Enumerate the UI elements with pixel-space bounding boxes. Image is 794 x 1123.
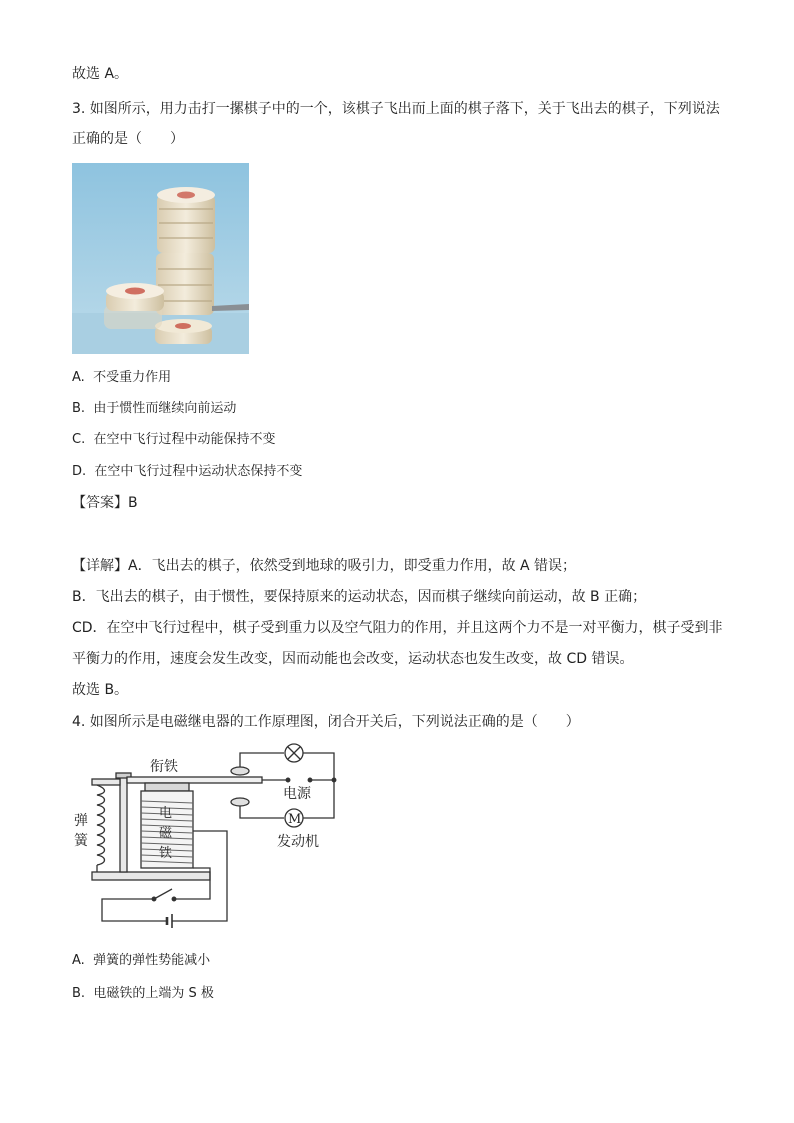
- q3-conclusion: 故选 B。: [72, 682, 129, 698]
- q3-detail-line4: 平衡力的作用，速度会发生改变，因而动能也会改变，运动状态也发生改变，故 CD 错误。: [72, 651, 634, 667]
- flying-chess-piece: [104, 283, 164, 329]
- spring-label-2: 簧: [74, 833, 88, 849]
- q3-option-d: D. 在空中飞行过程中运动状态保持不变: [72, 464, 303, 479]
- electromagnet-label-1: 电: [159, 806, 173, 821]
- armature: [127, 777, 262, 783]
- power-label: 电源: [283, 786, 311, 802]
- q3-detail-line3: CD．在空中飞行过程中，棋子受到重力以及空气阻力的作用，并且这两个力不是一对平衡力，棋子受到非: [72, 620, 723, 636]
- relay-post: [120, 775, 127, 872]
- q4-option-b: B. 电磁铁的上端为 S 极: [72, 986, 214, 1001]
- electromagnet-label-3: 铁: [159, 846, 173, 861]
- q3-detail-line1: 【详解】A．飞出去的棋子，依然受到地球的吸引力，即受重力作用，故 A 错误；: [72, 558, 577, 574]
- electromagnet-label-2: 磁: [159, 826, 173, 841]
- q3-stem-line1: 3. 如图所示，用力击打一摞棋子中的一个，该棋子飞出而上面的棋子落下，关于飞出去的棋子，下列说法: [72, 101, 720, 117]
- q3-option-b: B. 由于惯性而继续向前运动: [72, 401, 237, 416]
- q4-option-a: A. 弹簧的弹性势能减小: [72, 953, 211, 968]
- q3-option-c: C. 在空中飞行过程中动能保持不变: [72, 432, 276, 447]
- q3-option-a: A. 不受重力作用: [72, 370, 172, 385]
- q3-stem-line2: 正确的是（ ）: [72, 131, 184, 147]
- relay-base: [92, 872, 210, 880]
- q4-stem: 4. 如图所示是电磁继电器的工作原理图，闭合开关后，下列说法正确的是（ ）: [72, 714, 580, 730]
- q3-answer: 【答案】B: [72, 495, 138, 511]
- spring: [97, 785, 105, 865]
- armature-label: 衔铁: [150, 759, 178, 775]
- previous-answer-conclusion: 故选 A。: [72, 66, 129, 82]
- spring-label-1: 弹: [74, 813, 88, 829]
- motor-label: 发动机: [277, 834, 319, 850]
- motor-symbol: M: [288, 812, 302, 827]
- relay-circuit-diagram: [72, 743, 342, 943]
- q3-detail-line2: B．飞出去的棋子，由于惯性，要保持原来的运动状态，因而棋子继续向前运动，故 B 正确；: [72, 589, 647, 605]
- chess-pieces-photo: [72, 163, 249, 354]
